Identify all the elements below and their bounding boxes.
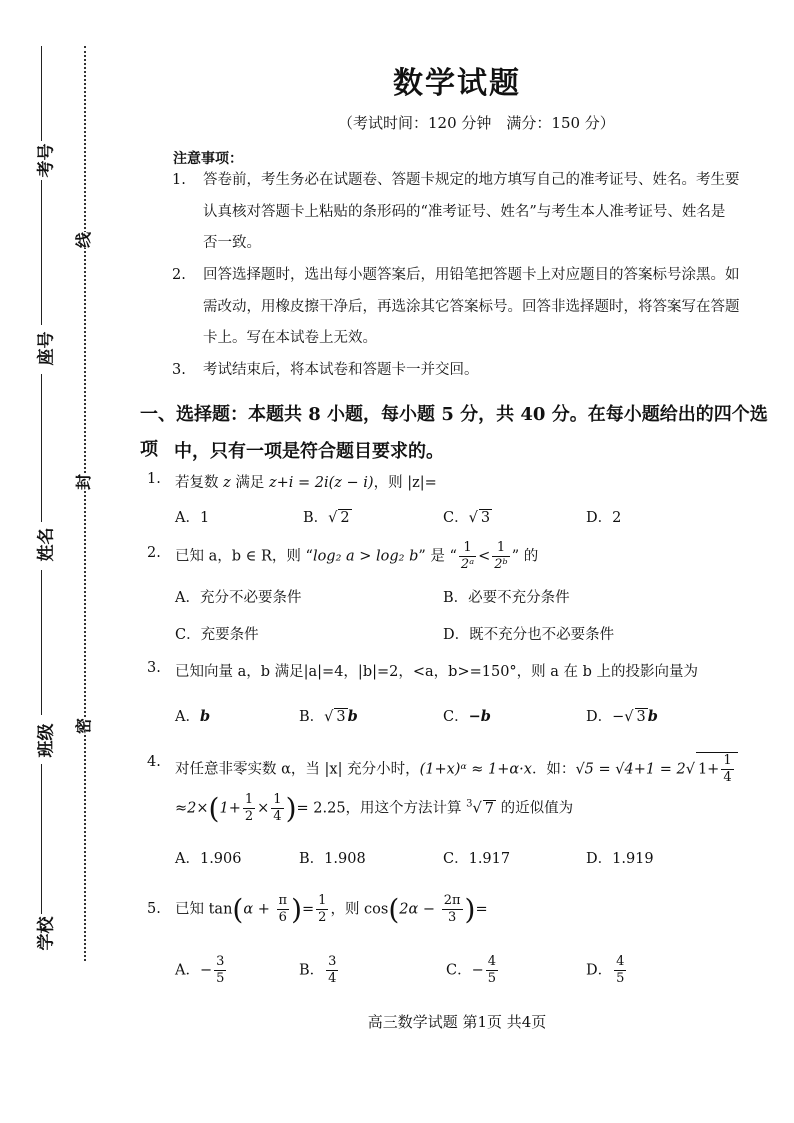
- minus-sign: −: [612, 709, 625, 725]
- option-fraction: [486, 954, 498, 987]
- q1-text-post: ，则 |z|=: [373, 475, 437, 491]
- q5-frac-pi6: [277, 893, 290, 926]
- numerator: 2π: [443, 893, 461, 908]
- q2-text-mid: ” 是 “: [418, 548, 457, 565]
- option-letter: C．: [443, 510, 469, 526]
- option-value: b: [199, 708, 211, 725]
- option-fraction: [614, 954, 626, 987]
- notice-line: 需改动，用橡皮擦干净后，再选涂其它答案标号。回答非选择题时，将答案写在答题: [203, 299, 740, 315]
- exam-info: （考试时间：120 分钟 满分：150 分）: [338, 114, 615, 132]
- q4-option-c: C．1.917: [443, 851, 511, 867]
- binding-margin: [0, 0, 110, 1000]
- q4-one-plus: 1+: [219, 800, 241, 817]
- zuohao-line: [41, 180, 42, 325]
- notice-line: 考试结束后，将本试卷和答题卡一并交回。: [203, 362, 479, 378]
- q1-text-pre: 若复数: [175, 475, 224, 491]
- left-paren: (: [388, 893, 400, 926]
- less-than: <: [478, 548, 491, 565]
- q2-frac-b: [492, 540, 509, 573]
- question-number: 1.: [147, 471, 161, 487]
- option-letter: B．: [299, 962, 325, 979]
- cbrt-index: 3: [466, 798, 473, 810]
- q5-frac-half: [316, 893, 328, 926]
- q4-line1-post: ．如：: [531, 761, 576, 778]
- radicand: 3: [336, 709, 346, 725]
- numerator: 4: [487, 954, 497, 969]
- q3-option-b: [299, 705, 358, 726]
- numerator: 4: [616, 954, 625, 969]
- sqrt-sign: √: [328, 510, 338, 526]
- q4-option-b: B．1.908: [299, 851, 366, 867]
- notice-line: 认真核对答题卡上粘贴的条形码的“准考证号、姓名”与考生本人准考证号、姓名是: [203, 204, 726, 220]
- q5-text-pre: 已知 tan: [175, 901, 233, 918]
- radicand: 2: [340, 510, 350, 526]
- numerator: 1: [459, 540, 476, 557]
- numerator: 1: [492, 540, 509, 557]
- q5-option-d: [586, 954, 628, 987]
- section-heading-line2: 中，只有一项是符合题目要求的。: [174, 441, 444, 462]
- q5-option-a: [175, 954, 228, 987]
- q3-option-a: [175, 705, 210, 726]
- denominator: 2: [318, 910, 327, 925]
- question-number: 4.: [147, 754, 161, 770]
- option-fraction: [326, 954, 338, 987]
- notice-line: 回答选择题时，选出每小题答案后，用铅笔把答题卡上对应题目的答案标号涂黑。如: [203, 267, 740, 283]
- option-letter: A．: [175, 709, 200, 725]
- option-letter: B．: [299, 709, 325, 725]
- right-paren: ): [464, 893, 476, 926]
- q5-option-b: [299, 954, 340, 987]
- q2-option-a: A．充分不必要条件: [175, 590, 302, 606]
- q1-option-b: [303, 506, 352, 527]
- q1-text-mid: 满足: [230, 475, 269, 491]
- denominator: 2: [244, 809, 254, 824]
- q5-arg2: 2α −: [399, 901, 440, 918]
- denominator: 4: [328, 971, 337, 986]
- question-4-line2: [175, 792, 573, 825]
- denominator: 4: [723, 770, 732, 785]
- option-fraction: [214, 954, 226, 987]
- sqrt-sign: √: [472, 800, 482, 817]
- notice-item-3: [172, 354, 186, 386]
- q4-line2-pre: ≈2×: [175, 800, 209, 817]
- seal-xian: 线: [74, 231, 94, 249]
- notice-line: 否一致。: [203, 235, 261, 251]
- q2-condition-1: log₂ a > log₂ b: [312, 548, 419, 565]
- option-letter: D．: [586, 962, 613, 979]
- xingming-line: [41, 374, 42, 522]
- left-paren: (: [232, 893, 244, 926]
- q4-frac-quarter: [721, 753, 733, 786]
- q1-equation: z+i = 2i(z − i): [268, 475, 374, 491]
- question-number: 2.: [147, 545, 161, 561]
- q4-option-d: D．1.919: [586, 851, 654, 867]
- seal-feng: 封: [74, 473, 94, 491]
- q4-sqrt5: √5 = √4+1 = 2: [575, 761, 686, 778]
- denominator: 4: [273, 809, 282, 824]
- q1-option-c: [443, 506, 492, 527]
- q3-option-d: [586, 705, 658, 726]
- option-letter: C．−: [446, 962, 484, 979]
- denominator: 5: [616, 971, 625, 986]
- radicand: 3: [480, 510, 491, 526]
- notice-num: 2.: [172, 267, 186, 283]
- q5-frac-2pi3: [442, 893, 463, 926]
- zuohao-label: 座号: [36, 331, 57, 366]
- q4-line2-eq: = 2.25，用这个方法计算: [296, 800, 467, 817]
- xuexiao-label: 学校: [36, 916, 57, 951]
- sqrt-sign: √: [324, 709, 334, 725]
- q5-text-post: =: [475, 901, 488, 918]
- denominator: 2ᵃ: [460, 557, 475, 572]
- notice-line: 答卷前，考生务必在试题卷、答题卡规定的地方填写自己的准考证号、姓名。考生要: [203, 172, 740, 188]
- numerator: 1: [244, 792, 254, 807]
- banji-label: 班级: [36, 723, 57, 758]
- notice-item-2: [172, 259, 186, 291]
- page-footer: 高三数学试题 第1页 共4页: [367, 1013, 547, 1031]
- kaohao-label: 考号: [36, 143, 57, 178]
- notice-item-1: [172, 164, 186, 196]
- numerator: π: [278, 893, 288, 908]
- sqrt-sign: √: [624, 709, 634, 725]
- q4-line1-pre: 对任意非零实数 α，当 |x| 充分小时，: [175, 761, 420, 778]
- right-paren: ): [291, 893, 303, 926]
- numerator: 1: [273, 792, 282, 807]
- q4-approx-formula: (1+x)ᵅ ≈ 1+α·x: [419, 761, 532, 778]
- xuexiao-line: [41, 764, 42, 914]
- option-value: −b: [468, 708, 491, 725]
- question-number: 5.: [147, 901, 161, 917]
- denominator: 3: [447, 910, 457, 925]
- q5-text-mid: ，则 cos: [330, 901, 389, 918]
- q2-text-pre: 已知 a，b ∈ R，则 “: [175, 548, 313, 565]
- q3-text: a，b 满足|a|=4，|b|=2，<a，b>=150°，则 a 在 b 上的投影向量为: [237, 664, 699, 680]
- denominator: 5: [487, 971, 497, 986]
- page-title: 数学试题: [393, 66, 521, 101]
- q2-option-d: D．既不充分也不必要条件: [443, 627, 615, 643]
- notice-heading: 注意事项：: [173, 151, 243, 167]
- q2-frac-a: [459, 540, 476, 573]
- q3-text-pre: 已知向量: [175, 664, 238, 680]
- option-letter: A．−: [175, 962, 213, 979]
- option-letter: C．: [443, 709, 469, 725]
- radicand: 7: [484, 800, 495, 817]
- right-paren: ): [285, 792, 297, 825]
- q3-option-c: [443, 705, 491, 726]
- option-letter: B．: [303, 510, 329, 526]
- q5-arg1: α +: [243, 901, 275, 918]
- option-letter: D．: [586, 709, 613, 725]
- equals-sign: =: [302, 901, 315, 918]
- seal-mi: 密: [74, 717, 94, 735]
- seal-dotted-line: [84, 46, 86, 961]
- q1-option-d: D．2: [586, 510, 622, 526]
- numerator: 3: [328, 954, 337, 969]
- radicand: [696, 752, 738, 786]
- radicand-text: 1+: [697, 761, 720, 778]
- times-sign: ×: [257, 800, 270, 817]
- sqrt-sign: √: [685, 761, 695, 778]
- numerator: 3: [216, 954, 225, 969]
- q2-option-b: B．必要不充分条件: [443, 590, 570, 606]
- q4-option-a: A．1.906: [175, 851, 242, 867]
- notice-num: 3.: [172, 362, 186, 378]
- radicand: 3: [636, 709, 646, 725]
- q4-frac-quarter-2: [271, 792, 283, 825]
- q4-line2-post: 的近似值为: [496, 800, 574, 817]
- q1-var-z: z: [223, 475, 231, 491]
- q2-option-c: C．充要条件: [175, 627, 259, 643]
- denominator: 2ᵇ: [494, 557, 508, 572]
- q1-option-a: A．1: [175, 510, 210, 526]
- question-number: 3.: [147, 660, 161, 676]
- xingming-label: 姓名: [36, 527, 57, 562]
- denominator: 5: [216, 971, 225, 986]
- q2-text-post: ” 的: [511, 548, 539, 565]
- q4-frac-half: [243, 792, 255, 825]
- denominator: 6: [278, 910, 287, 925]
- notice-num: 1.: [172, 172, 186, 188]
- banji-line: [41, 570, 42, 715]
- numerator: 1: [723, 753, 732, 768]
- left-paren: (: [208, 792, 220, 825]
- section-heading-line1: 一、选择题：本题共 8 小题，每小题 5 分，共 40 分。在每小题给出的四个选项: [140, 404, 768, 460]
- q5-option-c: [446, 954, 500, 987]
- sqrt-sign: √: [468, 510, 478, 526]
- vector-b: b: [347, 708, 358, 725]
- vector-b: b: [647, 708, 658, 725]
- notice-line: 卡上。写在本试卷上无效。: [203, 330, 377, 346]
- numerator: 1: [318, 893, 327, 908]
